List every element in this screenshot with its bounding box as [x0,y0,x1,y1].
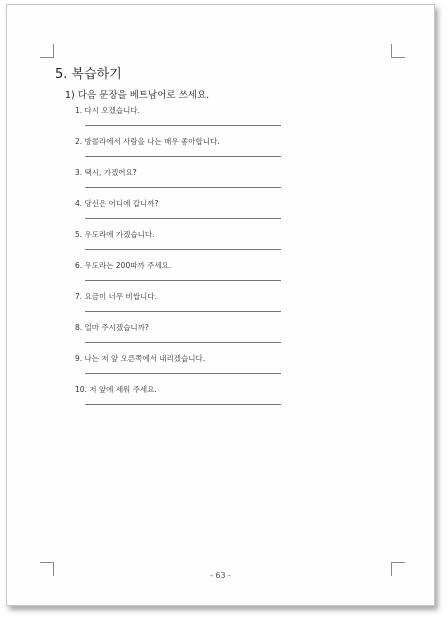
answer-line [85,187,281,188]
exercise-sentence: 4. 당신은 어디에 갑니까? [75,199,159,208]
answer-line [85,280,281,281]
section-title: 5. 복습하기 [55,67,122,82]
exercise-item [75,380,295,411]
exercise-item [75,132,295,163]
exercise-item [75,349,295,380]
answer-line [85,373,281,374]
exercise-item [75,194,295,225]
exercise-sentence: 5. 우도라에 가겠습니다. [75,230,155,239]
exercise-sentence: 3. 택시, 가겠어요? [75,168,137,177]
exercise-sentence: 10. 저 앞에 세워 주세요. [75,385,157,394]
exercise-item [75,256,295,287]
answer-line [85,404,281,405]
answer-line [85,156,281,157]
exercise-sentence: 7. 요금이 너무 비쌉니다. [75,292,157,301]
answer-line [85,218,281,219]
page-number: - 63 - [209,571,232,580]
exercise-item [75,101,295,132]
exercise-sentence: 2. 방콜라에서 사람을 나는 매우 좋아합니다. [75,137,220,146]
exercise-sentence: 8. 얼마 주시겠습니까? [75,323,149,332]
crop-mark-top-left [40,44,54,58]
exercise-instruction: 1) 다음 문장을 베트남어로 쓰세요. [65,90,210,101]
exercise-sentence: 6. 우도라는 200따까 주세요. [75,261,172,270]
exercise-list [75,101,295,411]
exercise-sentence: 9. 나는 저 앞 오른쪽에서 내리겠습니다. [75,354,206,363]
answer-line [85,125,281,126]
exercise-item [75,163,295,194]
exercise-item [75,318,295,349]
exercise-item [75,287,295,318]
exercise-item [75,225,295,256]
document-page [6,4,435,606]
crop-mark-top-right [391,44,405,58]
answer-line [85,342,281,343]
answer-line [85,311,281,312]
answer-line [85,249,281,250]
exercise-sentence: 1. 다시 오겠습니다. [75,106,141,115]
